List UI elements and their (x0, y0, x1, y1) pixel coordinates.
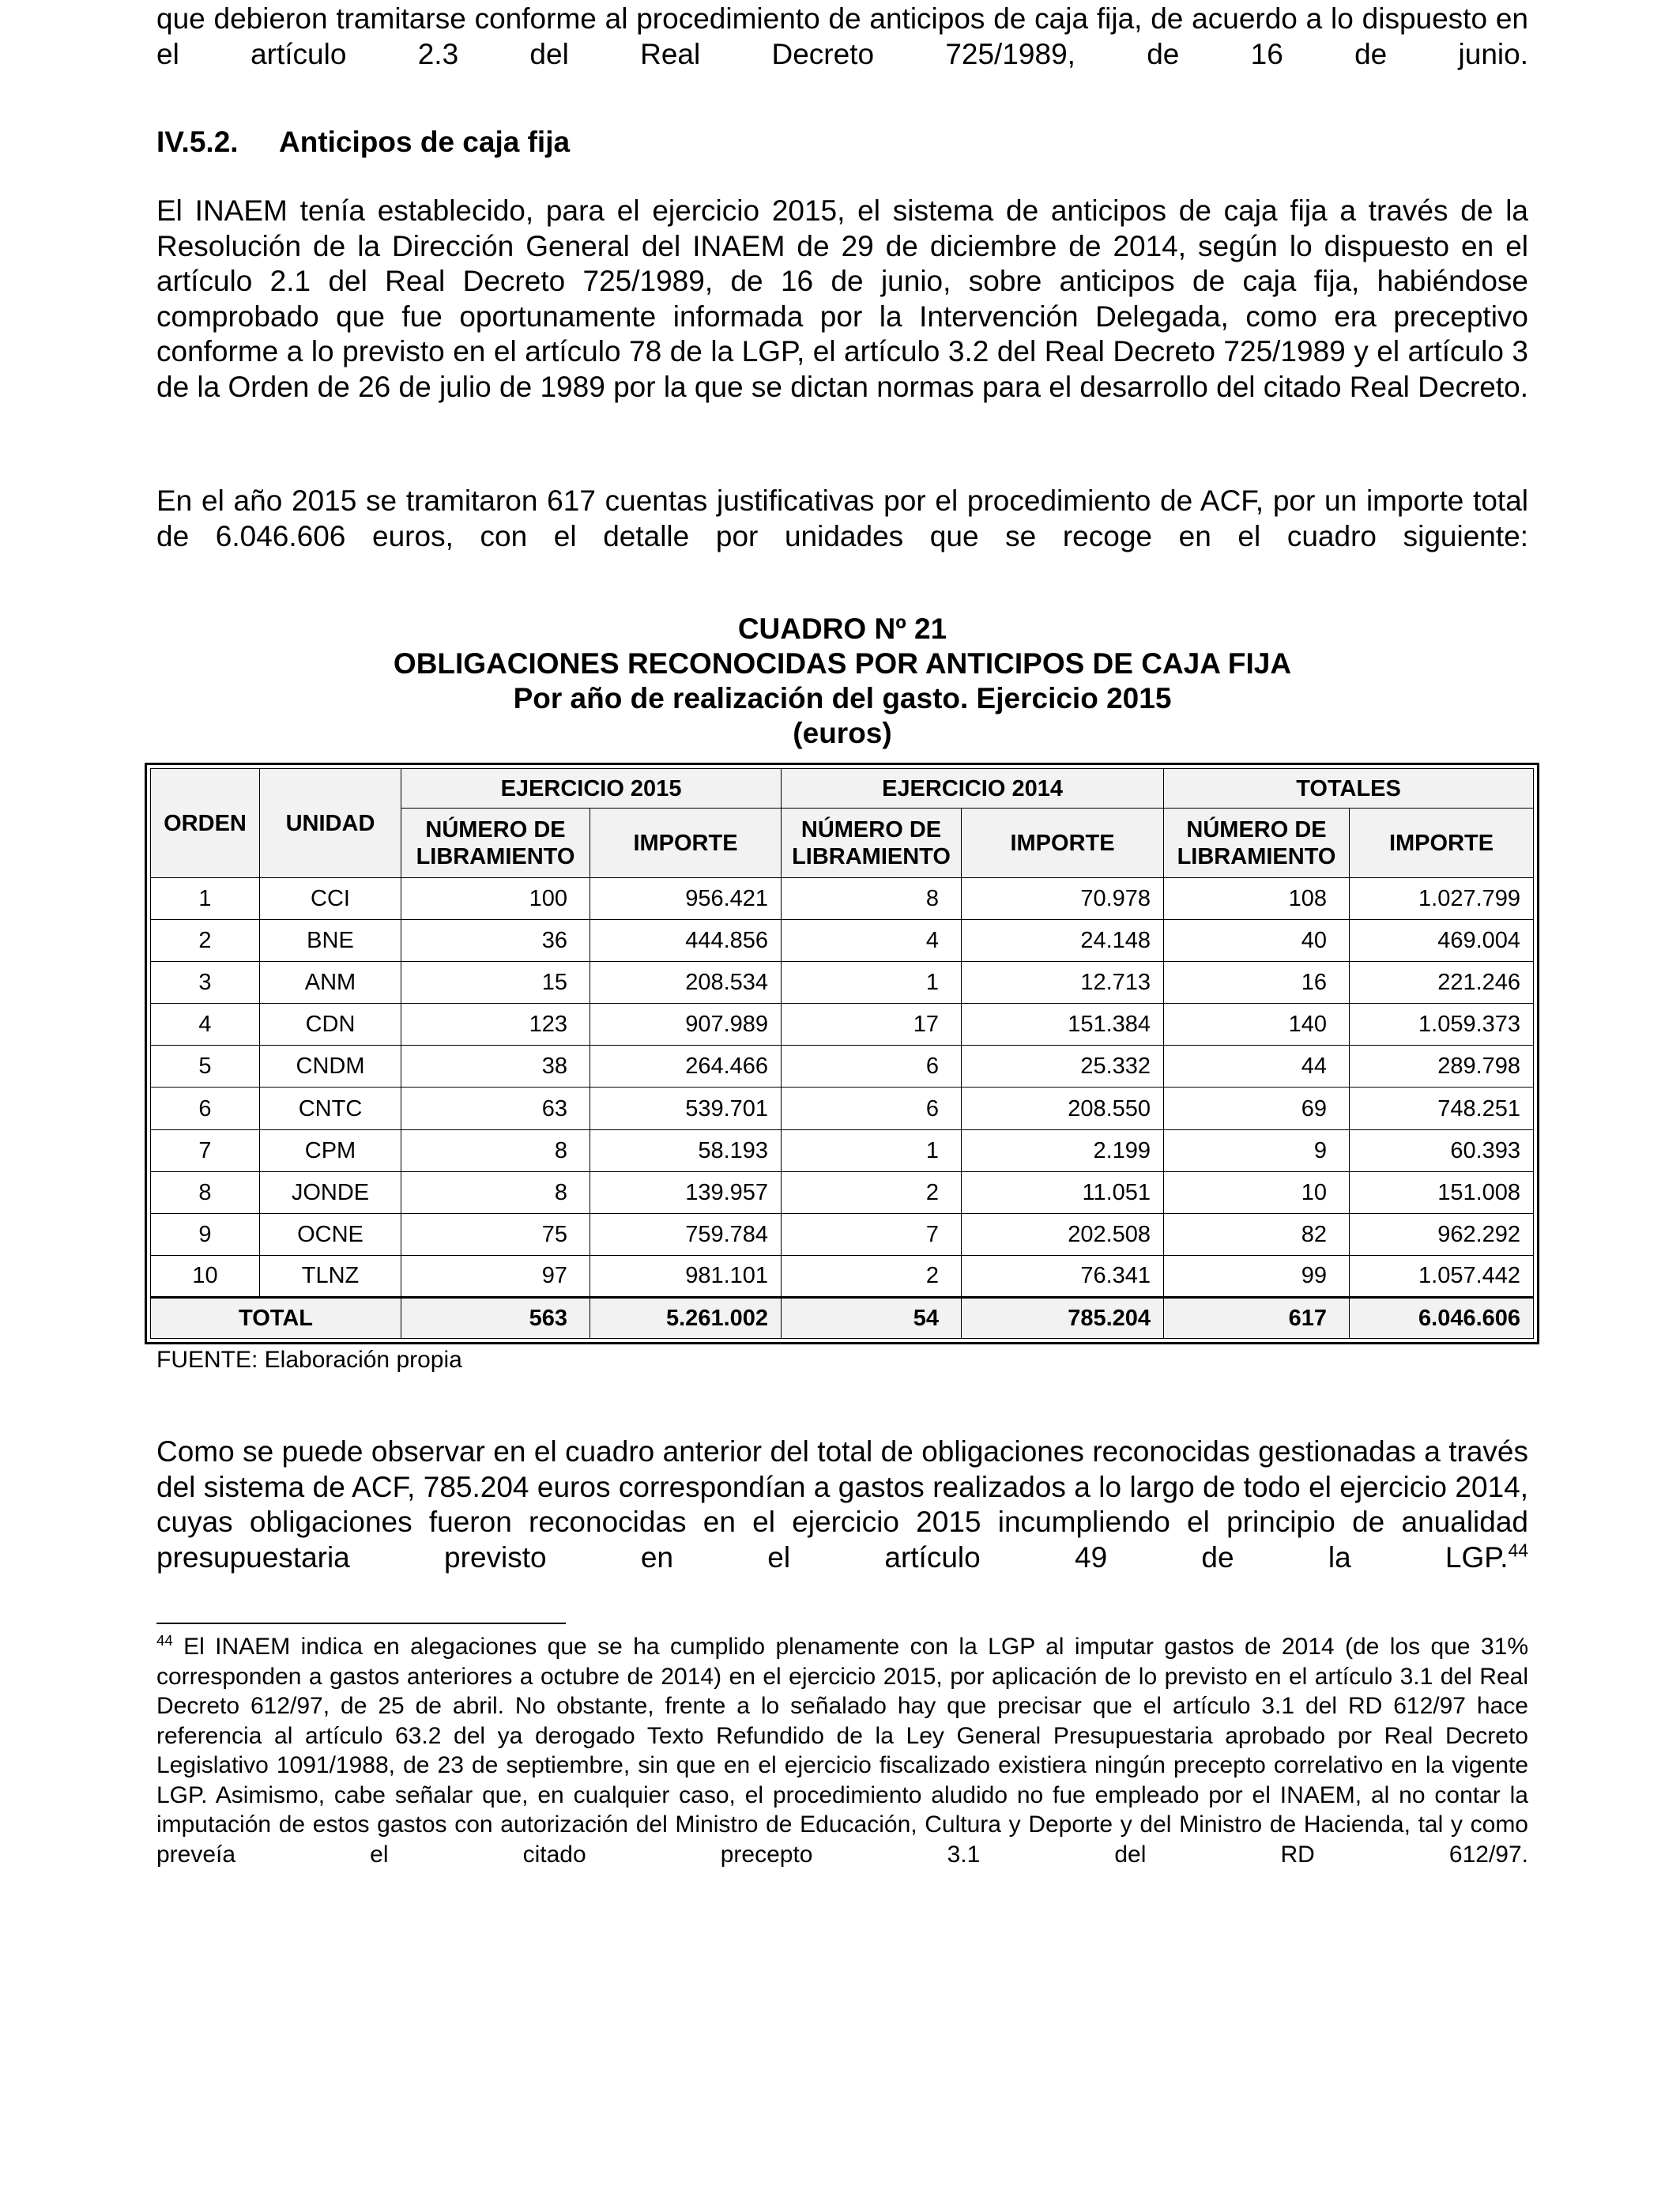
header-importe-2015: IMPORTE (590, 809, 782, 878)
cell-numero-2014: 6 (782, 1088, 962, 1129)
header-numero-line2: LIBRAMIENTO (416, 843, 575, 869)
cell-importe-totales: 469.004 (1350, 920, 1534, 962)
footnote-reference: 44 (1508, 1540, 1528, 1561)
cell-numero-2015: 63 (401, 1088, 590, 1129)
table-row (151, 962, 1534, 1004)
cell-unidad: CCI (260, 878, 401, 920)
table-row (151, 1088, 1534, 1129)
cell-importe-2014: 202.508 (962, 1213, 1164, 1255)
cell-numero-totales: 69 (1164, 1088, 1350, 1129)
header-ejercicio-2014: EJERCICIO 2014 (782, 769, 1164, 809)
cell-importe-totales: 1.027.799 (1350, 878, 1534, 920)
paragraph-3-text: Como se puede observar en el cuadro anterior del total de obligaciones reconocidas gestionadas a través del sistema de ACF, 785.204 euros correspondían a gastos realizados a lo largo de todo el ejercicio 2014, cuyas obligaciones fueron reconocidas en el ejercicio 2015 incumpliendo el principio de anualidad presupuestaria previsto en el artículo 49 de la LGP. (156, 1435, 1528, 1574)
footnote-text: El INAEM indica en alegaciones que se ha cumplido plenamente con la LGP al imputar gastos de 2014 (de los que 31% corresponden a gastos anteriores a octubre de 2014) en el ejercicio 2015, por aplicación de lo previsto en el artículo 3.1 del Real Decreto 612/97, de 25 de abril. No obstante, frente a lo señalado hay que precisar que el artículo 3.1 del RD 612/97 hace referencia al artículo 63.2 del ya derogado Texto Refundido de la Ley General Presupuestaria aprobado por Real Decreto Legislativo 1091/1988, de 23 de septiembre, sin que en el ejercicio fiscalizado existiera ningún precepto correlativo en la vigente LGP. Asimismo, cabe señalar que, en cualquier caso, el procedimiento aludido no fue empleado por el INAEM, al no contar la imputación de estos gastos con autorización del Ministro de Educación, Cultura y Deporte y del Ministro de Hacienda, tal y como preveía el citado precepto 3.1 del RD 612/97. (156, 1634, 1528, 1868)
cell-numero-2015: 8 (401, 1129, 590, 1171)
section-title: Anticipos de caja fija (279, 126, 571, 158)
total-numero-2015: 563 (401, 1298, 590, 1339)
cell-importe-2014: 2.199 (962, 1129, 1164, 1171)
obligaciones-table (150, 768, 1534, 1339)
table-row (151, 1171, 1534, 1213)
cell-numero-totales: 40 (1164, 920, 1350, 962)
cell-importe-2014: 24.148 (962, 920, 1164, 962)
total-importe-2014: 785.204 (962, 1298, 1164, 1339)
header-numero-line1: NÚMERO DE (1186, 816, 1327, 843)
cell-unidad: CDN (260, 1004, 401, 1046)
intro-paragraph: que debieron tramitarse conforme al procedimiento de anticipos de caja fija, de acuerdo a lo dispuesto en el artículo 2.3 del Real Decreto 725/1989, de 16 de junio. (156, 2, 1528, 70)
table-row (151, 1213, 1534, 1255)
cell-importe-2015: 981.101 (590, 1255, 782, 1297)
cell-importe-totales: 221.246 (1350, 962, 1534, 1004)
cell-numero-2015: 36 (401, 920, 590, 962)
header-numero-2015 (401, 809, 590, 878)
cell-unidad: ANM (260, 962, 401, 1004)
cell-orden: 3 (151, 962, 260, 1004)
header-totales: TOTALES (1164, 769, 1534, 809)
header-orden: ORDEN (151, 769, 260, 878)
header-numero-line1: NÚMERO DE (425, 816, 566, 843)
cell-importe-2014: 208.550 (962, 1088, 1164, 1129)
cell-orden: 8 (151, 1171, 260, 1213)
cell-unidad: JONDE (260, 1171, 401, 1213)
cell-unidad: OCNE (260, 1213, 401, 1255)
cell-importe-2015: 539.701 (590, 1088, 782, 1129)
table-source: FUENTE: Elaboración propia (156, 1347, 462, 1373)
table-footer (151, 1298, 1534, 1339)
cell-numero-totales: 16 (1164, 962, 1350, 1004)
caption-line-1: CUADRO Nº 21 (737, 613, 947, 645)
header-numero-totales (1164, 809, 1350, 878)
cell-importe-totales: 151.008 (1350, 1171, 1534, 1213)
cell-importe-totales: 1.059.373 (1350, 1004, 1534, 1046)
cell-orden: 6 (151, 1088, 260, 1129)
cell-numero-2015: 97 (401, 1255, 590, 1297)
cell-orden: 4 (151, 1004, 260, 1046)
table-row (151, 1129, 1534, 1171)
paragraph-1: El INAEM tenía establecido, para el ejercicio 2015, el sistema de anticipos de caja fija a través de la Resolución de la Dirección General del INAEM de 29 de diciembre de 2014, según lo dispuesto en el artículo 2.1 del Real Decreto 725/1989, de 16 de junio, sobre anticipos de caja fija, habiéndose comprobado que fue oportunamente informada por la Intervención Delegada, como era preceptivo conforme a lo previsto en el artículo 78 de la LGP, el artículo 3.2 del Real Decreto 725/1989 y el artículo 3 de la Orden de 26 de julio de 1989 por la que se dictan normas para el desarrollo del citado Real Decreto. (156, 194, 1528, 403)
cell-orden: 5 (151, 1046, 260, 1088)
cell-numero-2014: 8 (782, 878, 962, 920)
cell-unidad: CNDM (260, 1046, 401, 1088)
cell-numero-2014: 6 (782, 1046, 962, 1088)
footnote-separator (156, 1623, 566, 1624)
paragraph-3 (156, 1434, 1528, 1611)
total-row (151, 1298, 1534, 1339)
cell-importe-2015: 759.784 (590, 1213, 782, 1255)
cell-unidad: BNE (260, 920, 401, 962)
cell-orden: 1 (151, 878, 260, 920)
table-frame (145, 763, 1539, 1344)
cell-numero-2014: 2 (782, 1255, 962, 1297)
cell-numero-totales: 108 (1164, 878, 1350, 920)
cell-importe-2015: 264.466 (590, 1046, 782, 1088)
caption-line-3: Por año de realización del gasto. Ejercicio 2015 (513, 682, 1172, 714)
cell-importe-2014: 151.384 (962, 1004, 1164, 1046)
caption-line-2: OBLIGACIONES RECONOCIDAS POR ANTICIPOS DE CAJA FIJA (393, 647, 1292, 680)
table-row (151, 920, 1534, 962)
cell-importe-2014: 70.978 (962, 878, 1164, 920)
cell-numero-2015: 100 (401, 878, 590, 920)
total-numero-totales: 617 (1164, 1298, 1350, 1339)
cell-numero-2014: 1 (782, 1129, 962, 1171)
cell-orden: 2 (151, 920, 260, 962)
header-unidad: UNIDAD (260, 769, 401, 878)
cell-numero-2014: 17 (782, 1004, 962, 1046)
cell-numero-2014: 7 (782, 1213, 962, 1255)
table-caption (156, 612, 1528, 751)
cell-numero-2015: 15 (401, 962, 590, 1004)
cell-importe-2014: 76.341 (962, 1255, 1164, 1297)
table-row (151, 1255, 1534, 1297)
cell-importe-2014: 12.713 (962, 962, 1164, 1004)
cell-numero-totales: 9 (1164, 1129, 1350, 1171)
cell-numero-totales: 140 (1164, 1004, 1350, 1046)
cell-numero-totales: 44 (1164, 1046, 1350, 1088)
header-numero-2014 (782, 809, 962, 878)
cell-numero-2015: 8 (401, 1171, 590, 1213)
header-importe-totales: IMPORTE (1350, 809, 1534, 878)
cell-numero-totales: 10 (1164, 1171, 1350, 1213)
cell-importe-2015: 907.989 (590, 1004, 782, 1046)
table-row (151, 878, 1534, 920)
cell-orden: 7 (151, 1129, 260, 1171)
cell-importe-totales: 60.393 (1350, 1129, 1534, 1171)
cell-orden: 10 (151, 1255, 260, 1297)
cell-numero-2015: 123 (401, 1004, 590, 1046)
cell-importe-2015: 58.193 (590, 1129, 782, 1171)
cell-numero-totales: 99 (1164, 1255, 1350, 1297)
footnote-number: 44 (156, 1632, 173, 1649)
cell-orden: 9 (151, 1213, 260, 1255)
cell-unidad: CNTC (260, 1088, 401, 1129)
cell-importe-totales: 962.292 (1350, 1213, 1534, 1255)
total-importe-totales: 6.046.606 (1350, 1298, 1534, 1339)
caption-line-4: (euros) (793, 717, 892, 749)
paragraph-2: En el año 2015 se tramitaron 617 cuentas justificativas por el procedimiento de ACF, por un importe total de 6.046.606 euros, con el detalle por unidades que se recoge en el cuadro siguiente: (156, 484, 1528, 552)
header-importe-2014: IMPORTE (962, 809, 1164, 878)
total-numero-2014: 54 (782, 1298, 962, 1339)
cell-importe-totales: 289.798 (1350, 1046, 1534, 1088)
section-heading (156, 125, 570, 160)
cell-numero-2015: 38 (401, 1046, 590, 1088)
total-importe-2015: 5.261.002 (590, 1298, 782, 1339)
cell-importe-2014: 11.051 (962, 1171, 1164, 1213)
total-label: TOTAL (151, 1298, 401, 1339)
table-row (151, 1004, 1534, 1046)
cell-importe-2014: 25.332 (962, 1046, 1164, 1088)
header-ejercicio-2015: EJERCICIO 2015 (401, 769, 782, 809)
cell-numero-2015: 75 (401, 1213, 590, 1255)
cell-numero-2014: 2 (782, 1171, 962, 1213)
cell-unidad: TLNZ (260, 1255, 401, 1297)
cell-importe-totales: 748.251 (1350, 1088, 1534, 1129)
footnote (156, 1632, 1528, 1899)
cell-importe-2015: 444.856 (590, 920, 782, 962)
cell-numero-2014: 1 (782, 962, 962, 1004)
table-body (151, 878, 1534, 1298)
cell-importe-2015: 956.421 (590, 878, 782, 920)
header-numero-line1: NÚMERO DE (800, 816, 942, 843)
header-numero-line2: LIBRAMIENTO (1177, 843, 1336, 869)
cell-importe-2015: 208.534 (590, 962, 782, 1004)
header-numero-line2: LIBRAMIENTO (792, 843, 951, 869)
table-header (151, 769, 1534, 878)
cell-numero-totales: 82 (1164, 1213, 1350, 1255)
section-number: IV.5.2. (156, 126, 239, 158)
table-row (151, 1046, 1534, 1088)
cell-unidad: CPM (260, 1129, 401, 1171)
cell-importe-totales: 1.057.442 (1350, 1255, 1534, 1297)
cell-numero-2014: 4 (782, 920, 962, 962)
cell-importe-2015: 139.957 (590, 1171, 782, 1213)
